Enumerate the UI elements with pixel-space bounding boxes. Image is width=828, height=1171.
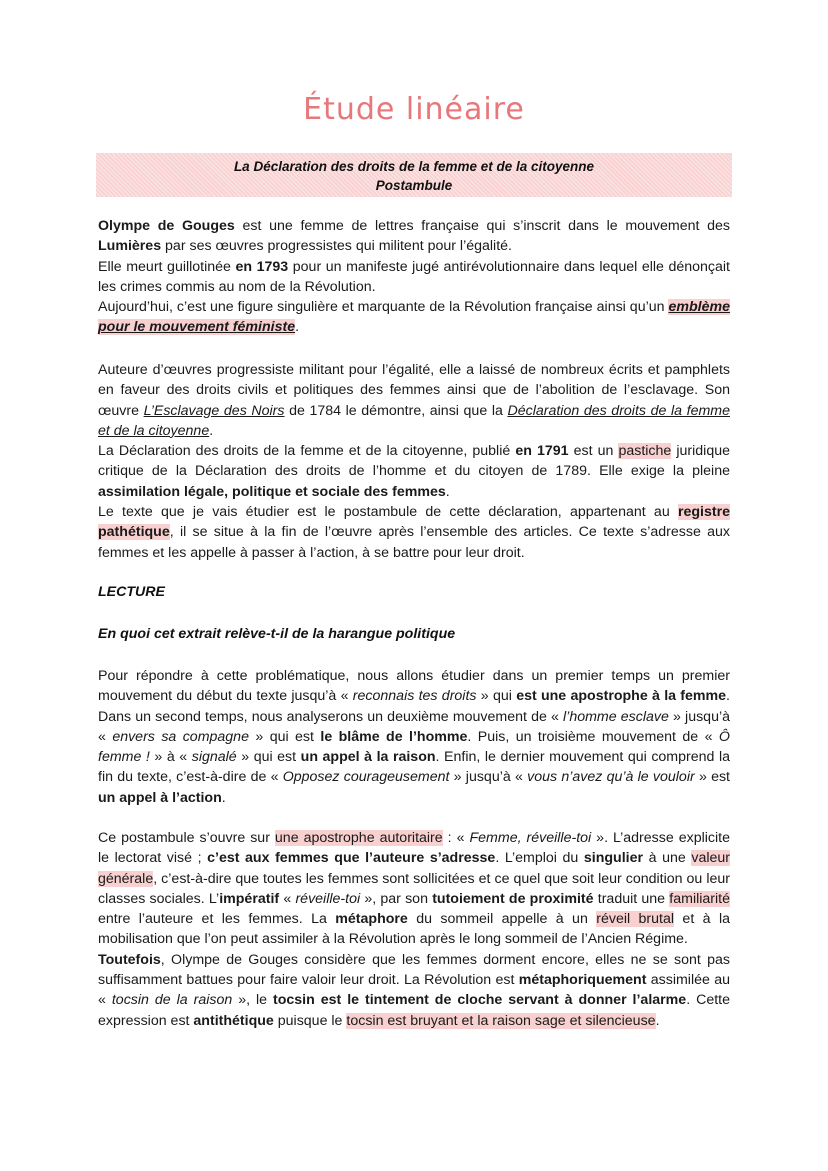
highlighted-text: une apostrophe autoritaire xyxy=(274,830,443,846)
title-banner xyxy=(96,153,732,197)
banner-work-title: La Déclaration des droits de la femme et de la citoyenne xyxy=(233,159,595,174)
highlighted-text: familiarité xyxy=(669,890,731,907)
intro-paragraph-3: Aujourd’hui, c’est une figure singulière et marquante de la Révolution française ainsi qu’un emblème pour le mouvement féministe. xyxy=(98,299,730,336)
context-paragraph-3: Le texte que je vais étudier est le postambule de cette déclaration, appartenant au registre pathétique, il se situe à la fin de l’œuvre après l’ensemble des articles. Ce texte s’adresse aux femmes et les appelle à passer à l’action, à se battre pour leur droit. xyxy=(98,504,730,561)
context-paragraph-1: Auteure d’œuvres progressiste militant pour l’égalité, elle a laissé de nombreux écrits et pamphlets en faveur des droits civils et politiques des femmes ainsi que de l’abolition de l’esclavage. Son œuvre L’Esclavage des Noirs de 1784 le démontre, ainsi que la Déclaration des droits de la femme et de la citoyenne. xyxy=(98,362,730,439)
highlighted-text: valeur générale xyxy=(98,850,731,887)
highlighted-text: registre pathétique xyxy=(98,504,730,541)
context-paragraph-2: La Déclaration des droits de la femme et de la citoyenne, publié en 1791 est un pastiche juridique critique de la Déclaration des droits de l’homme et du citoyen de 1789. Elle exige la pleine assimilation légale, politique et sociale des femmes. xyxy=(98,443,730,500)
highlighted-text: pastiche xyxy=(618,443,672,460)
analysis-paragraph-1: Ce postambule s’ouvre sur une apostrophe autoritaire : « Femme, réveille-toi ». L’adresse explicite le lectorat visé ; c’est aux femmes que l’auteure s’adresse. L’emploi du singulier à une valeur générale, c’est-à-dire que toutes les femmes sont sollicitées et ce quel que soit leur condition ou leur classes sociales. L’impératif « réveille-toi », par son tutoiement de proximité traduit une familiarité entre l’auteure et les femmes. La métaphore du sommeil appelle à un réveil brutal et à la mobilisation que l’on peut assimiler à la Révolution après le long sommeil de l’Ancien Régime. xyxy=(98,830,731,948)
context-section xyxy=(98,360,730,563)
plan-paragraph: Pour répondre à cette problématique, nous allons étudier dans un premier temps un premier mouvement du début du texte jusqu’à « reconnais tes droits » qui est une apostrophe à la femme. Dans un second temps, nous analyserons un deuxième mouvement de « l’homme esclave » jusqu’à « envers sa compagne » qui est le blâme de l’homme. Puis, un troisième mouvement de « Ô femme ! » à « signalé » qui est un appel à la raison. Enfin, le dernier mouvement qui comprend la fin du texte, c’est-à-dire de « Opposez courageusement » jusqu’à « vous n’avez qu’à le vouloir » est un appel à l’action. xyxy=(98,668,731,806)
analysis-section xyxy=(98,828,730,1031)
problematique-heading: En quoi cet extrait relève-t-il de la harangue politique xyxy=(98,626,456,642)
intro-paragraph-1: Olympe de Gouges est une femme de lettres française qui s’inscrit dans le mouvement des Lumières par ses œuvres progressistes qui militent pour l’égalité. xyxy=(98,218,731,255)
plan-section xyxy=(98,666,730,808)
highlighted-text: tocsin est bruyant et la raison sage et silencieuse xyxy=(346,1012,656,1029)
highlighted-text: réveil brutal xyxy=(596,911,675,928)
highlighted-text: emblème pour le mouvement féministe xyxy=(98,299,730,336)
analysis-paragraph-2: Toutefois, Olympe de Gouges considère que les femmes dorment encore, elles ne se sont pas suffisamment battues pour faire valoir leur droit. La Révolution est métaphoriquement assimilée au « tocsin de la raison », le tocsin est le tintement de cloche servant à donner l’alarme. Cette expression est antithétique puisque le tocsin est bruyant et la raison sage et silencieuse. xyxy=(98,951,730,1029)
lecture-heading: LECTURE xyxy=(98,584,165,600)
intro-section xyxy=(98,216,730,338)
intro-paragraph-2: Elle meurt guillotinée en 1793 pour un manifeste jugé antirévolutionnaire dans lequel elle dénonçait les crimes commis au nom de la Révolution. xyxy=(98,258,730,295)
banner-subtitle: Postambule xyxy=(375,178,453,193)
page-title: Étude linéaire xyxy=(303,92,525,127)
